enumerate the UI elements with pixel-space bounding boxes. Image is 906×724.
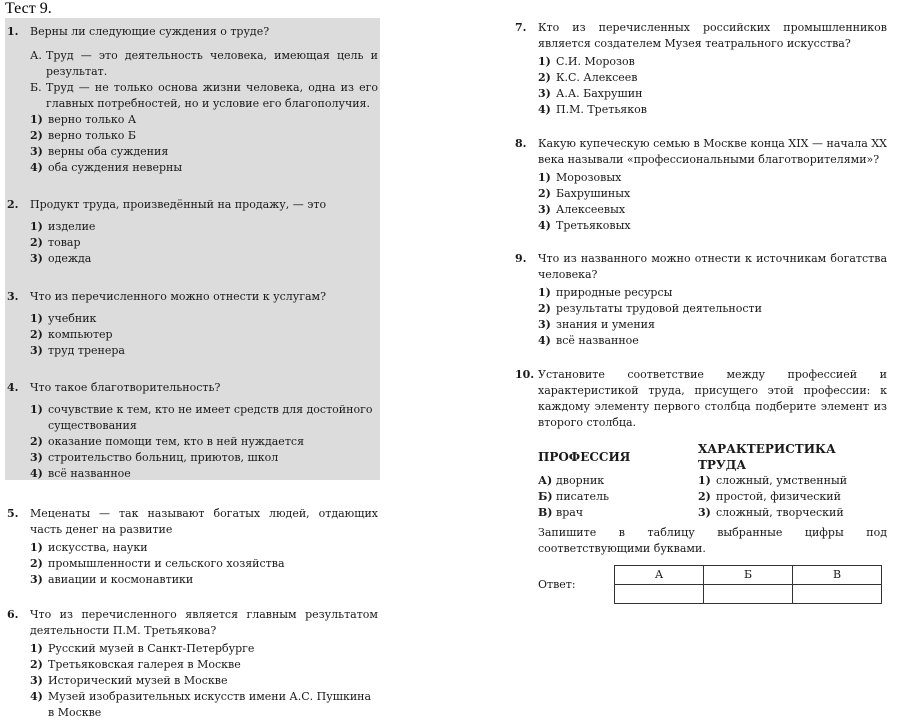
answer-header-a: А [615,566,704,585]
answer-option[interactable]: 3) Исторический музей в Москве [30,674,228,687]
question-stem: Какую купеческую семью в Москве конца XIX — начала XX века называли «профессиональными благотворителями»? [538,137,887,166]
answer-option[interactable]: 3) А.А. Бахрушин [538,87,643,100]
question-stem: Продукт труда, произведённый на продажу, — это [30,198,327,211]
question-stem: Что из названного можно отнести к источникам богатства человека? [538,252,887,281]
question-stem: Верны ли следующие суждения о труде? [30,25,270,38]
answer-cell-v[interactable] [793,585,882,604]
characteristic-item: 3) сложный, творческий [698,506,844,519]
question-number: 10. [515,368,535,381]
answer-section [538,565,887,604]
question-stem: Что из перечисленного является главным результатом деятельности П.М. Третьякова? [30,608,378,637]
question-2 [7,197,378,267]
answer-option[interactable]: 3) труд тренера [30,344,125,357]
answer-header-v: В [793,566,882,585]
answer-label: Ответ: [538,577,576,591]
answer-option[interactable]: 2) результаты трудовой деятельности [538,302,762,315]
characteristic-item: 1) сложный, умственный [698,474,848,487]
question-number: 2. [7,198,19,211]
question-stem: Что такое благотворительность? [30,381,221,394]
answer-option[interactable]: 3) строительство больниц, приютов, школ [30,451,279,464]
question-8 [515,136,887,234]
question-number: 9. [515,252,527,265]
question-4 [7,380,378,482]
profession-item: Б) писатель [538,490,609,503]
answer-option[interactable]: 1) природные ресурсы [538,286,673,299]
answer-header-b: Б [704,566,793,585]
question-3 [7,289,378,359]
answer-option[interactable]: 3) знания и умения [538,318,655,331]
answer-option[interactable]: 1) искусства, науки [30,541,148,554]
question-6 [7,607,378,721]
answer-option[interactable]: 4) Третьяковых [538,219,631,232]
question-stem: Что из перечисленного можно отнести к услугам? [30,290,326,303]
column-header-profession: ПРОФЕССИЯ [538,450,631,464]
question-5 [7,506,378,588]
answer-option[interactable]: 3) авиации и космонавтики [30,573,194,586]
answer-option[interactable]: 1) учебник [30,312,97,325]
question-number: 7. [515,21,527,34]
question-7 [515,20,887,118]
question-number: 4. [7,381,19,394]
question-stem: Установите соответствие между профессией и характеристикой труда, присущего этой профессии: к каждому элементу первого столбца подберите элемент из второго столбца. [538,368,887,429]
answer-option[interactable]: 1) сочувствие к тем, кто не имеет средств для достойного существования [30,403,373,432]
answer-option[interactable]: 1) Русский музей в Санкт-Петербурге [30,642,255,655]
answer-option[interactable]: 3) Алексеевых [538,203,626,216]
question-number: 6. [7,608,19,621]
question-number: 3. [7,290,19,303]
answer-option[interactable]: 1) Морозовых [538,171,622,184]
answer-cell-b[interactable] [704,585,793,604]
answer-option[interactable]: 4) всё названное [538,334,639,347]
answer-option[interactable]: 2) оказание помощи тем, кто в ней нуждается [30,435,305,448]
matching-columns [538,441,887,521]
question-9 [515,251,887,349]
test-title: Тест 9. [5,0,52,17]
question-number: 8. [515,137,527,150]
answer-option[interactable]: 3) одежда [30,252,92,265]
answer-option[interactable]: 2) компьютер [30,328,113,341]
question-10 [515,367,887,604]
statement-b: Б. Труд — не только основа жизни человека, одна из его главных потребностей, но и условие его благополучия. [30,81,378,110]
question-1 [7,24,378,176]
question-number: 1. [7,25,19,38]
statement-a: А. Труд — это деятельность человека, имеющая цель и результат. [30,49,378,78]
answer-option[interactable]: 4) Музей изобразительных искусств имени А.С. Пушкина в Москве [30,690,372,719]
answer-table [614,565,882,604]
answer-option[interactable]: 3) верны оба суждения [30,145,169,158]
answer-option[interactable]: 1) верно только А [30,113,137,126]
answer-option[interactable]: 4) оба суждения неверны [30,161,183,174]
column-header-characteristic: ХАРАКТЕРИСТИКА ТРУДА [698,442,836,472]
answer-option[interactable]: 2) товар [30,236,81,249]
characteristic-item: 2) простой, физический [698,490,841,503]
answer-cell-a[interactable] [615,585,704,604]
instruction: Запишите в таблицу выбранные цифры под соответствующими буквами. [538,526,887,555]
answer-option[interactable]: 4) П.М. Третьяков [538,103,647,116]
answer-option[interactable]: 1) С.И. Морозов [538,55,635,68]
answer-option[interactable]: 2) К.С. Алексеев [538,71,638,84]
profession-item: В) врач [538,506,584,519]
answer-option[interactable]: 2) верно только Б [30,129,136,142]
answer-option[interactable]: 4) всё названное [30,467,131,480]
answer-option[interactable]: 2) Третьяковская галерея в Москве [30,658,241,671]
answer-option[interactable]: 1) изделие [30,220,96,233]
profession-item: А) дворник [538,474,605,487]
question-stem: Кто из перечисленных российских промышленников является создателем Музея театрального искусства? [538,21,887,50]
answer-option[interactable]: 2) Бахрушиных [538,187,631,200]
question-number: 5. [7,507,19,520]
answer-option[interactable]: 2) промышленности и сельского хозяйства [30,557,285,570]
question-stem: Меценаты — так называют богатых людей, отдающих часть денег на развитие [30,507,378,536]
